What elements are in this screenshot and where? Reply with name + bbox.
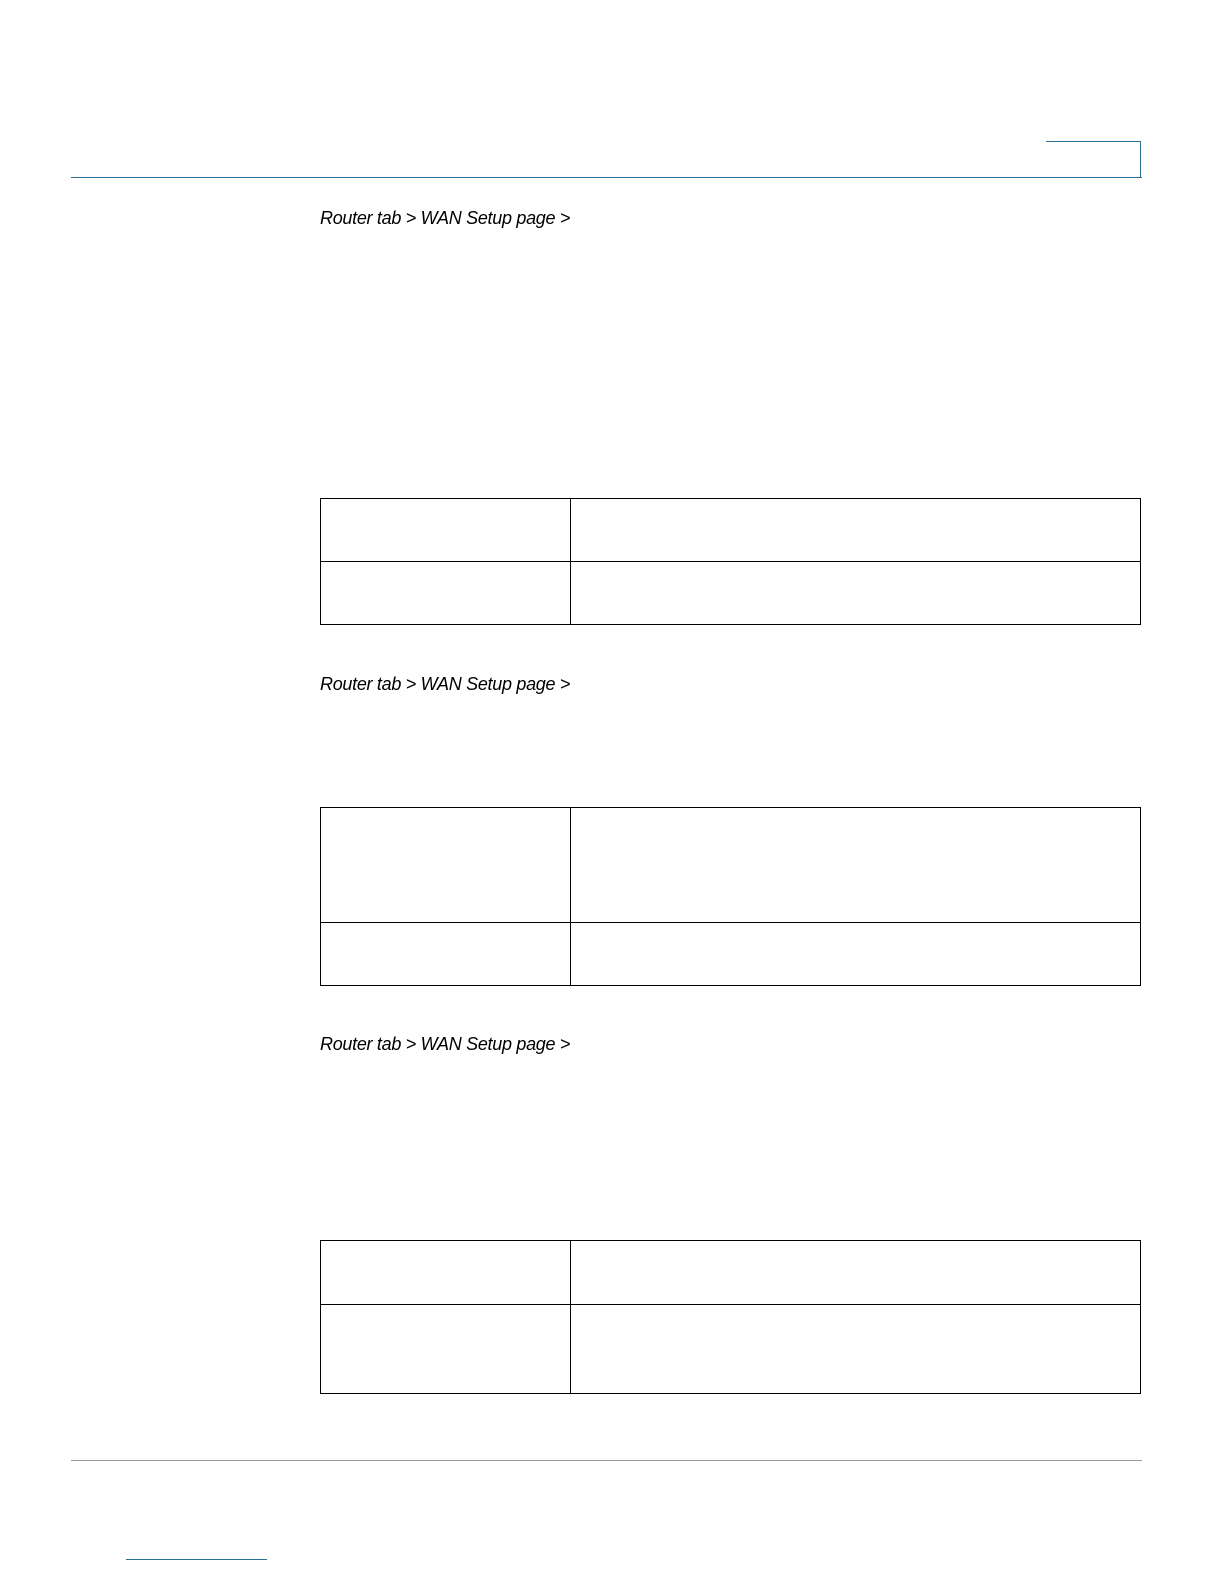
header-rule [71,177,1142,178]
parameter-table-1 [320,498,1141,625]
nav-path-1: Router tab > WAN Setup page > [320,208,571,228]
table-cell-description [571,808,1141,923]
footer-rule [71,1460,1142,1461]
table-row [321,808,1141,923]
table-cell-description [571,1241,1141,1305]
parameter-table-3 [320,1240,1141,1394]
table-row [321,923,1141,986]
table-cell-field [321,1241,571,1305]
table-cell-description [571,923,1141,986]
nav-path-3: Router tab > WAN Setup page > [320,1034,571,1054]
nav-path-2: Router tab > WAN Setup page > [320,674,571,694]
table-cell-field [321,562,571,625]
table-cell-field [321,499,571,562]
chapter-tab-box [1046,141,1141,177]
parameter-table-2 [320,807,1141,986]
table-row [321,1305,1141,1394]
table-row [321,562,1141,625]
table-row [321,1241,1141,1305]
table-cell-field [321,923,571,986]
table-cell-field [321,808,571,923]
table-cell-description [571,1305,1141,1394]
footer-link-underline [126,1559,267,1560]
table-cell-description [571,499,1141,562]
table-cell-description [571,562,1141,625]
table-row [321,499,1141,562]
table-cell-field [321,1305,571,1394]
